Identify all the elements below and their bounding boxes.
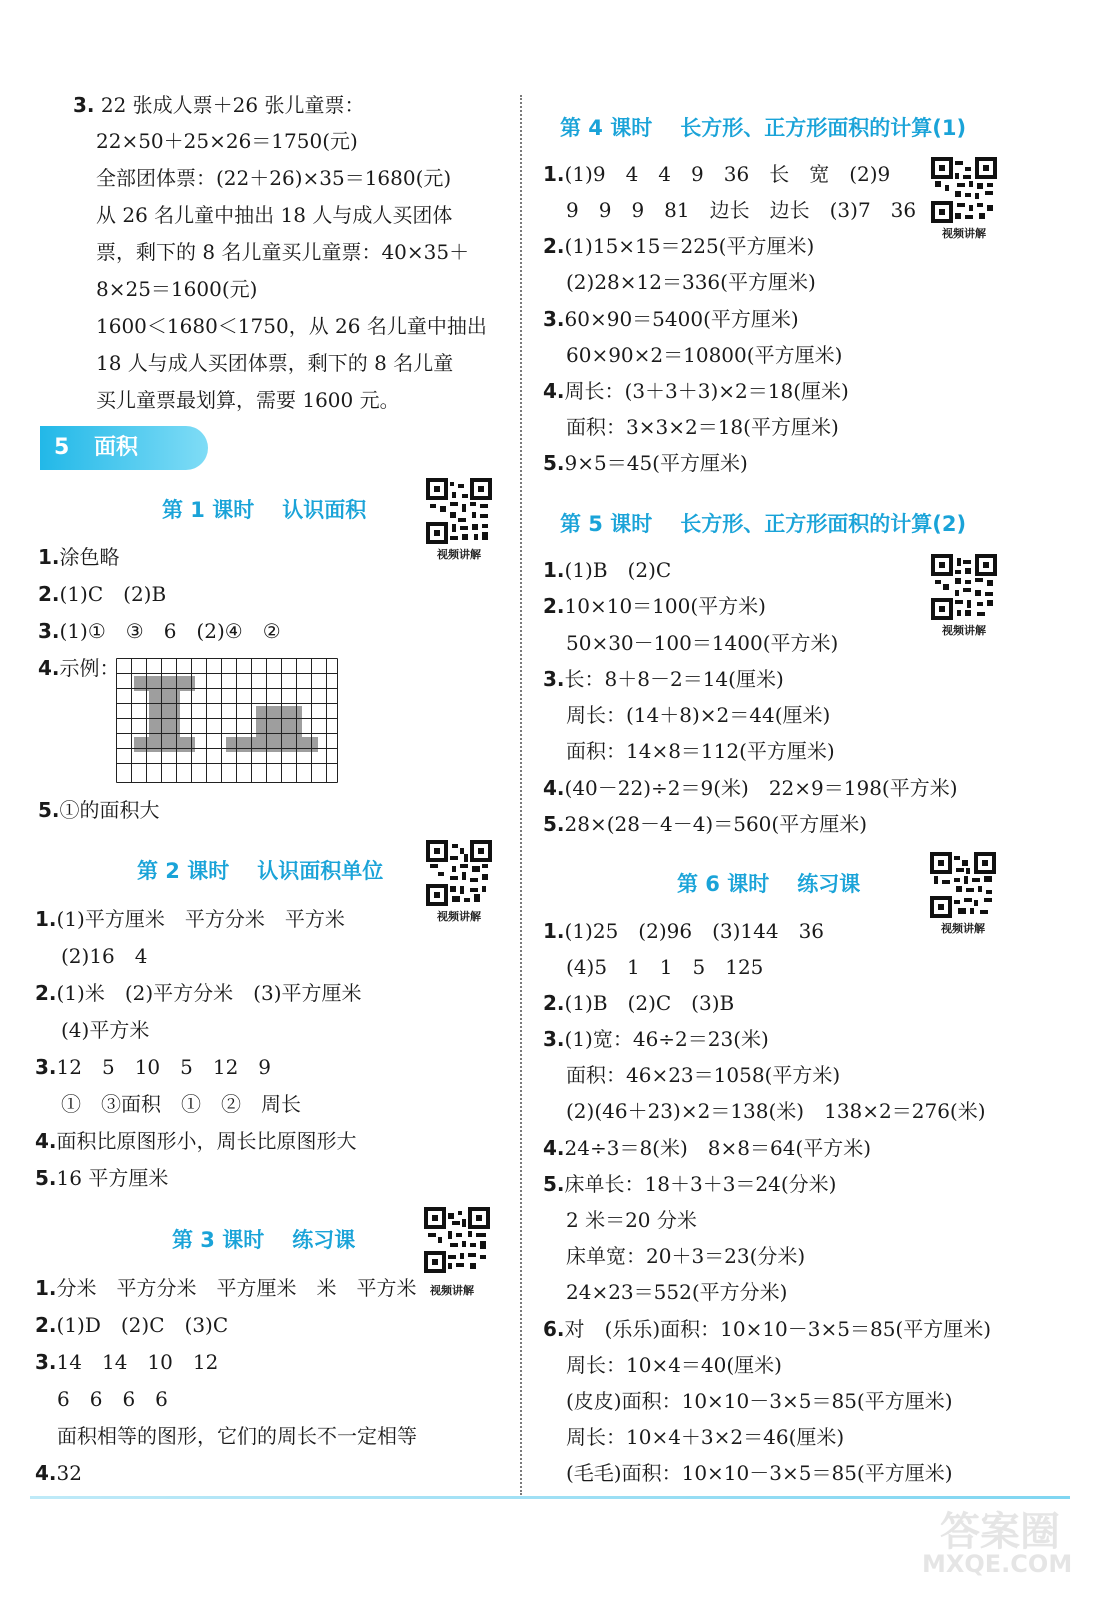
answer-line: 3.14 14 10 12 [35, 1350, 219, 1374]
answer-line: (毛毛)面积：10×10－3×5＝85(平方厘米) [566, 1461, 953, 1485]
answer-line: 4.示例： [38, 656, 120, 680]
unit-number: 5 [54, 435, 70, 460]
answer-line: 5.9×5＝45(平方厘米) [543, 451, 748, 475]
answer-line: 3. 22 张成人票＋26 张儿童票： [73, 93, 365, 117]
qr-icon [931, 554, 997, 620]
qr-caption: 视频讲解 [437, 548, 481, 561]
answer-line: 1.(1)9 4 4 9 36 长 宽 (2)9 [543, 162, 891, 186]
answer-line: (4)5 1 1 5 125 [566, 955, 764, 979]
shape-i [134, 676, 195, 752]
answer-line: 1.涂色略 [38, 545, 120, 569]
qr-code[interactable] [424, 1207, 490, 1273]
answer-line: 9 9 9 81 边长 边长 (3)7 36 [566, 198, 917, 222]
answer-line: 买儿童票最划算，需要 1600 元。 [96, 388, 400, 412]
unit-banner [40, 426, 208, 470]
answer-line: 2.(1)15×15＝225(平方厘米) [543, 234, 815, 258]
qr-caption: 视频讲解 [942, 227, 986, 240]
qr-icon [931, 157, 997, 223]
answer-line: 4.32 [35, 1461, 82, 1485]
answer-line: 6 6 6 6 [57, 1387, 168, 1411]
answer-line: 60×90×2＝10800(平方厘米) [566, 343, 843, 367]
answer-line: 5.床单长：18＋3＋3＝24(分米) [543, 1172, 837, 1196]
answer-line: 50×30－100＝1400(平方米) [566, 631, 839, 655]
column-divider [520, 95, 522, 1495]
answer-line: 5.①的面积大 [38, 798, 160, 822]
lesson-title: 第 6 课时 练习课 [677, 872, 861, 896]
qr-caption: 视频讲解 [942, 624, 986, 637]
answer-line: ① ③面积 ① ② 周长 [61, 1092, 301, 1116]
answer-line: 2.(1)C (2)B [38, 582, 167, 606]
answer-line: 4.面积比原图形小，周长比原图形大 [35, 1129, 357, 1153]
unit-title: 面积 [94, 435, 139, 460]
grid-example-figure [116, 658, 338, 783]
answer-line: 1.(1)平方厘米 平方分米 平方米 [35, 907, 345, 931]
lesson-title: 第 4 课时 长方形、正方形面积的计算(1) [560, 116, 967, 140]
answer-line: 票，剩下的 8 名儿童买儿童票：40×35＋ [96, 240, 470, 264]
answer-line: 24×23＝552(平方分米) [566, 1280, 788, 1304]
answer-line: 3.(1)① ③ 6 (2)④ ② [38, 619, 281, 643]
answer-line: 3.60×90＝5400(平方厘米) [543, 307, 799, 331]
footer-rule [30, 1496, 1070, 1499]
watermark-domain: MXQE.COM [922, 1550, 1073, 1578]
qr-caption: 视频讲解 [941, 922, 985, 935]
answer-line: 面积：14×8＝112(平方厘米) [566, 739, 835, 763]
answer-line: 周长：(14＋8)×2＝44(厘米) [566, 703, 831, 727]
qr-caption: 视频讲解 [437, 910, 481, 923]
answer-line: 1.分米 平方分米 平方厘米 米 平方米 [35, 1276, 417, 1300]
lesson-title: 第 3 课时 练习课 [172, 1228, 356, 1252]
qr-icon [426, 478, 492, 544]
answer-line: 1.(1)B (2)C [543, 558, 672, 582]
answer-line: 6.对 (乐乐)面积：10×10－3×5＝85(平方厘米) [543, 1317, 992, 1341]
qr-code[interactable] [426, 840, 492, 924]
answer-line: (2)(46＋23)×2＝138(米) 138×2＝276(米) [566, 1099, 986, 1123]
answer-line: 2.(1)D (2)C (3)C [35, 1313, 229, 1337]
lesson-title: 第 5 课时 长方形、正方形面积的计算(2) [560, 512, 967, 536]
answer-line: 2.(1)米 (2)平方分米 (3)平方厘米 [35, 981, 362, 1005]
lesson-title: 第 2 课时 认识面积单位 [137, 859, 384, 883]
answer-line: 18 人与成人买团体票，剩下的 8 名儿童 [96, 351, 454, 375]
answer-line: (2)28×12＝336(平方厘米) [566, 270, 816, 294]
answer-line: 5.16 平方厘米 [35, 1166, 169, 1190]
answer-line: 2.10×10＝100(平方米) [543, 594, 766, 618]
answer-line: 4.(40－22)÷2＝9(米) 22×9＝198(平方米) [543, 776, 958, 800]
watermark [900, 1500, 1080, 1590]
qr-code[interactable] [426, 478, 492, 562]
answer-line: 4.周长：(3＋3＋3)×2＝18(厘米) [543, 379, 849, 403]
shape-hat [226, 706, 318, 752]
watermark-brand: 答案圈 [940, 1509, 1060, 1555]
answer-line: (皮皮)面积：10×10－3×5＝85(平方厘米) [566, 1389, 953, 1413]
qr-code[interactable] [931, 554, 997, 638]
answer-line: 4.24÷3＝8(米) 8×8＝64(平方米) [543, 1136, 872, 1160]
answer-line: 面积：3×3×2＝18(平方厘米) [566, 415, 839, 439]
answer-line: 22×50＋25×26＝1750(元) [96, 129, 358, 153]
answer-line: 2.(1)B (2)C (3)B [543, 991, 735, 1015]
qr-icon [930, 852, 996, 918]
answer-line: 3.12 5 10 5 12 9 [35, 1055, 272, 1079]
answer-line: 从 26 名儿童中抽出 18 人与成人买团体 [96, 203, 453, 227]
answer-line: 8×25＝1600(元) [96, 277, 258, 301]
answer-line: (4)平方米 [61, 1018, 150, 1042]
answer-line: 5.28×(28－4－4)＝560(平方厘米) [543, 812, 868, 836]
answer-line: 1.(1)25 (2)96 (3)144 36 [543, 919, 825, 943]
answer-line: 3.(1)宽：46÷2＝23(米) [543, 1027, 769, 1051]
lesson-title: 第 1 课时 认识面积 [162, 498, 367, 522]
qr-code[interactable] [930, 852, 996, 936]
answer-line: 3.长：8＋8－2＝14(厘米) [543, 667, 784, 691]
answer-line: 面积：46×23＝1058(平方米) [566, 1063, 841, 1087]
answer-line: 周长：10×4＝40(厘米) [566, 1353, 782, 1377]
qr-icon [426, 840, 492, 906]
answer-line: 面积相等的图形，它们的周长不一定相等 [57, 1424, 417, 1448]
answer-line: 全部团体票：(22＋26)×35＝1680(元) [96, 166, 452, 190]
qr-icon [424, 1207, 490, 1273]
answer-line: (2)16 4 [61, 944, 148, 968]
answer-line: 1600＜1680＜1750，从 26 名儿童中抽出 [96, 314, 487, 338]
qr-caption: 视频讲解 [430, 1284, 474, 1297]
answer-line: 周长：10×4＋3×2＝46(厘米) [566, 1425, 845, 1449]
answer-line: 床单宽：20＋3＝23(分米) [566, 1244, 806, 1268]
qr-code[interactable] [931, 157, 997, 241]
answer-line: 2 米＝20 分米 [566, 1208, 697, 1232]
